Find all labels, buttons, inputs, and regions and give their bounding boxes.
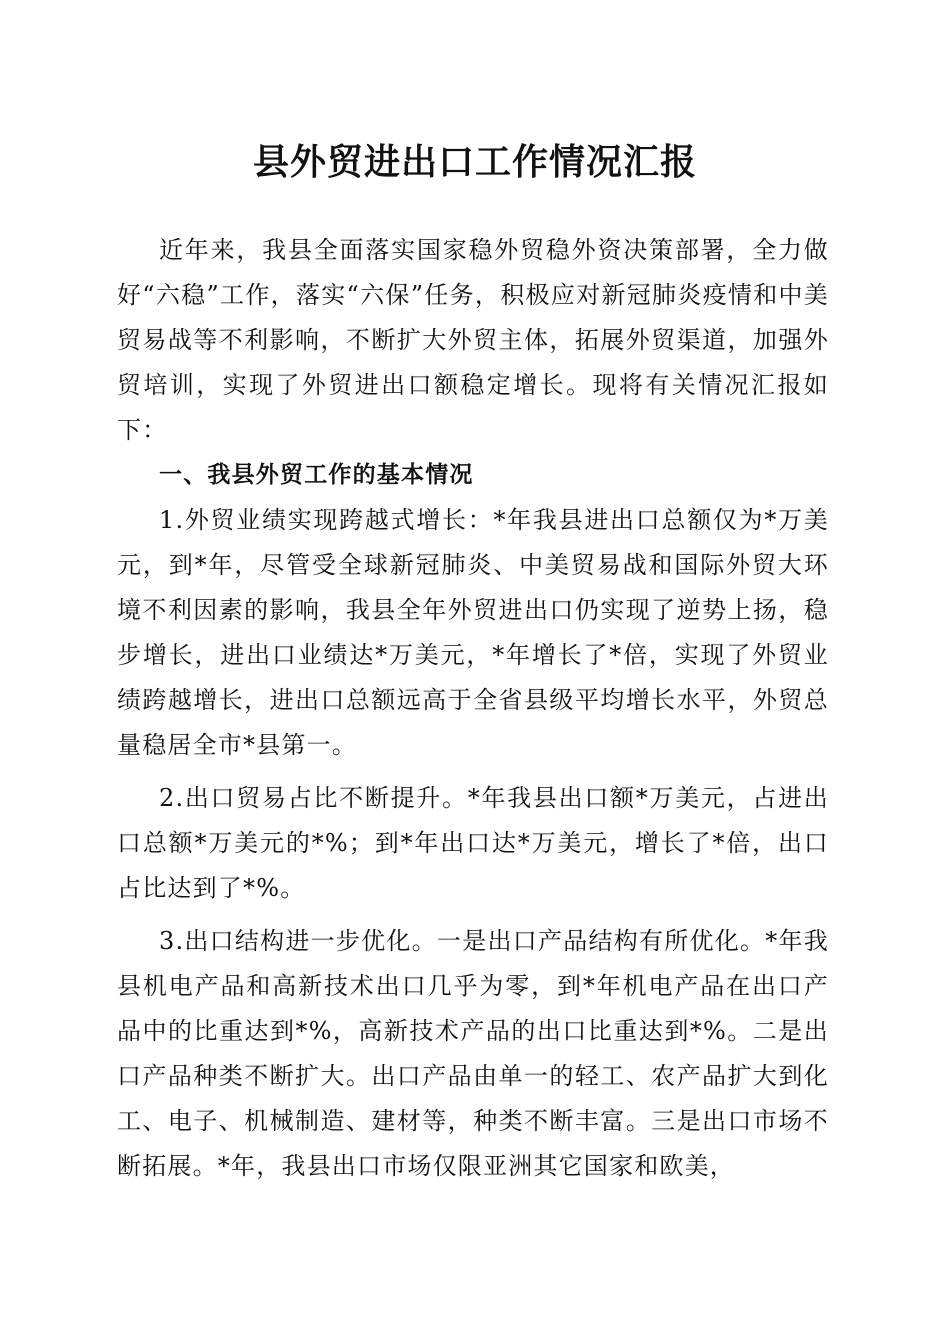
- section-heading: 一、我县外贸工作的基本情况: [159, 462, 474, 488]
- paragraph-item-2: 2.出口贸易占比不断提升。*年我县出口额*万美元，占进出口总额*万美元的*%；到*年出口达*万美元，增长了*倍，出口占比达到了*%。: [117, 784, 829, 902]
- intro-paragraph: 近年来，我县全面落实国家稳外贸稳外资决策部署，全力做好“六稳”工作，落实“六保”任务，积极应对新冠肺炎疫情和中美贸易战等不利影响，不断扩大外贸主体，拓展外贸渠道，加强外贸培训，实现了外贸进出口额稳定增长。现将有关情况汇报如下：: [117, 236, 829, 444]
- document-title: 县外贸进出口工作情况汇报: [252, 141, 697, 183]
- paragraph-item-1: 1.外贸业绩实现跨越式增长：*年我县进出口总额仅为*万美元，到*年，尽管受全球新冠肺炎、中美贸易战和国际外贸大环境不利因素的影响，我县全年外贸进出口仍实现了逆势上扬，稳步增长，进出口业绩达*万美元，*年增长了*倍，实现了外贸业绩跨越增长，进出口总额远高于全省县级平均增长水平，外贸总量稳居全市*县第一。: [117, 506, 829, 759]
- paragraph-item-3: 3.出口结构进一步优化。一是出口产品结构有所优化。*年我县机电产品和高新技术出口几乎为零，到*年机电产品在出口产品中的比重达到*%，高新技术产品的出口比重达到*%。二是出口产品种类不断扩大。出口产品由单一的轻工、农产品扩大到化工、电子、机械制造、建材等，种类不断丰富。三是出口市场不断拓展。*年，我县出口市场仅限亚洲其它国家和欧美，: [117, 927, 829, 1180]
- document-body: [117, 228, 829, 1189]
